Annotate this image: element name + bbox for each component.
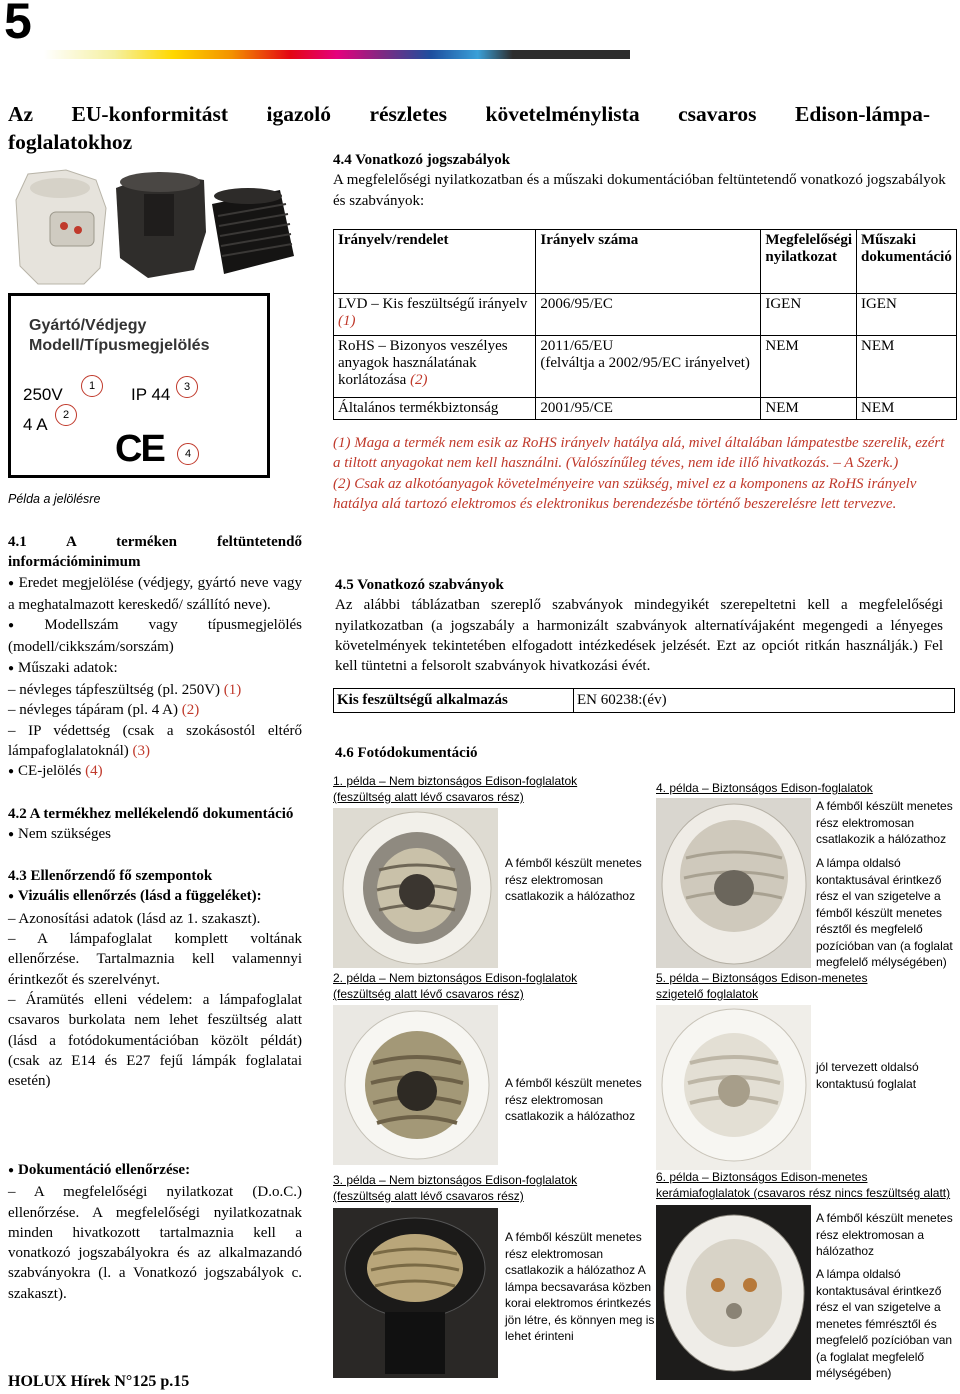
bullet-not-required: ● Nem szükséges <box>8 824 302 846</box>
row-tech: NEM <box>856 336 956 398</box>
photo-3-note: A fémből készült menetes rész elektromosan csatlakozik a hálózathoz A lámpa becsavarása közben korai elektromos érintkezés jön létre, és könnyen meg is lehet érinteni <box>505 1230 655 1343</box>
section-4-2-heading: 4.2 A termékhez mellékelendő dokumentáció <box>8 805 294 822</box>
table-row <box>334 336 957 398</box>
label-marker-4: 4 <box>177 443 199 465</box>
row-number-sub: (felváltja a 2002/95/EC irányelvet) <box>540 355 750 371</box>
ref-3: (3) <box>132 742 151 759</box>
ce-mark-icon: CE <box>115 428 164 470</box>
item-rated-voltage <box>8 680 302 700</box>
label-manufacturer-text: Gyártó/Védjegy <box>29 317 147 334</box>
photo-4-caption: 4. példa – Biztonságos Edison-foglalatok <box>656 781 873 795</box>
table-row <box>334 689 955 713</box>
section-4-6-heading: 4.6 Fotódokumentáció <box>335 745 478 761</box>
photo-1-caption: 1. példa – Nem biztonságos Edison-foglalatok (feszültség alatt lévő csavaros rész) <box>333 774 578 804</box>
page-number: 5 <box>4 0 32 49</box>
section-4-4-intro: A megfelelőségi nyilatkozatban és a műszaki dokumentációban feltüntetendő vonatkozó jogszabályok és szabványok: <box>333 172 946 209</box>
row-directive: Általános termékbiztonság <box>334 398 536 420</box>
row-number: 2001/95/CE <box>536 398 761 420</box>
label-marker-2: 2 <box>55 404 77 426</box>
color-bar-decoration <box>44 50 630 59</box>
photo-3-caption: 3. példa – Nem biztonságos Edison-foglalatok (feszültség alatt lévő csavaros rész) <box>333 1173 578 1203</box>
legislation-header-row <box>334 230 957 294</box>
photo-1-image <box>333 808 498 968</box>
photo-5-caption: 5. példa – Biztonságos Edison-menetes szigetelő foglalatok <box>656 971 868 1001</box>
photo-2-image <box>333 1005 498 1165</box>
bullet-ce-mark <box>8 761 302 783</box>
ref-1: (1) <box>223 682 242 699</box>
label-example-panel <box>8 293 270 478</box>
item-rated-current-text: – névleges tápáram (pl. 4 A) <box>8 702 178 719</box>
label-voltage-text: 250V <box>23 385 63 404</box>
photo-3-image <box>333 1208 498 1378</box>
col-header-directive: Irányelv/rendelet <box>334 230 536 294</box>
section-4-3-heading: 4.3 Ellenőrzendő fő szempontok <box>8 868 213 885</box>
footnote-2: (2) Csak az alkotóanyagok követelményeire van szükség, mivel ez a komponens az RoHS irányelv hatálya alá tartozó elektromos és elektronikus berendezésbe történő beszerelésre lett tervezve. <box>333 475 917 512</box>
row-directive: LVD – Kis feszültségű irányelv <box>338 296 528 312</box>
row-ref: (2) <box>410 372 428 388</box>
footnotes <box>333 433 945 514</box>
photo-1-note: A fémből készült menetes rész elektromosan csatlakozik a hálózathoz <box>505 856 642 903</box>
lampholder-product-photo <box>8 160 298 288</box>
section-4-5-heading: 4.5 Vonatkozó szabványok <box>335 577 504 593</box>
label-marker-1: 1 <box>81 375 103 397</box>
check-identification: – Azonosítási adatok (lásd az 1. szakaszt). <box>8 910 261 927</box>
row-tech: IGEN <box>856 294 956 336</box>
footer-publication: HOLUX Hírek N°125 p.15 <box>8 1373 190 1390</box>
label-marker-3: 3 <box>176 376 198 398</box>
table-row <box>334 294 957 336</box>
standards-scope: Kis feszültségű alkalmazás <box>334 689 574 713</box>
visual-check-heading: ● Vizuális ellenőrzés (lásd a függeléket): <box>8 886 302 908</box>
page-title-line2: foglalatokhoz <box>8 130 133 154</box>
row-number: 2011/65/EU <box>540 338 614 354</box>
col-header-number: Irányelv száma <box>536 230 761 294</box>
section-4-5-text: Az alábbi táblázatban szereplő szabványok mindegyikét szerepeltetni kell a megfelelőségi nyilatkozatban (a jogszabály a harmonizált szabványok alternatívájaként megengedi a lényeges követelmények tekintetében elfogadott intézkedések jelzését. Ezt az opciót ritkán használják.) Fel kell tüntetni a felsorolt szabványok hivatkozási évét. <box>335 597 943 675</box>
bullet-technical-data: ● Műszaki adatok: <box>8 658 302 680</box>
bullet-ce-mark-text: CE-jelölés <box>18 763 82 780</box>
photo-4-image <box>656 798 811 968</box>
photo-2-note: A fémből készült menetes rész elektromosan csatlakozik a hálózathoz <box>505 1076 642 1123</box>
doc-check-block <box>8 1160 302 1304</box>
page-title: Az EU-konformitást igazoló részletes követelménylista csavaros Edison-lámpa- <box>8 102 930 126</box>
label-current-text: 4 A <box>23 415 48 434</box>
ref-2: (2) <box>181 702 200 719</box>
photo-2-caption: 2. példa – Nem biztonságos Edison-foglalatok (feszültség alatt lévő csavaros rész) <box>333 971 578 1001</box>
item-rated-current <box>8 700 302 720</box>
photo-5-image <box>656 1005 811 1170</box>
row-number: 2006/95/EC <box>536 294 761 336</box>
row-tech: NEM <box>856 398 956 420</box>
label-ip-text: IP 44 <box>131 385 171 404</box>
label-model-text: Modell/Típusmegjelölés <box>29 337 210 354</box>
footnote-1: (1) Maga a termék nem esik az RoHS irányelv hatálya alá, mivel általában lámpatestbe szerelik, ezért a tiltott anyagokat nem kell használni. (Valószínűleg téves, nem ide illő hivatkozás. – A Szerk.) <box>333 435 945 472</box>
check-completeness: – A lámpafoglalat komplett voltának ellenőrzése. Tartalmaznia kell valamennyi érintkezőt és szerelvényt. <box>8 931 302 988</box>
row-directive: RoHS – Bizonyos veszélyes anyagok használatának korlátozása <box>338 338 508 388</box>
section-4-1-heading: 4.1 A terméken feltüntetendő információminimum <box>8 534 302 571</box>
row-ref: (1) <box>338 313 356 329</box>
left-column <box>8 532 302 1091</box>
item-ip-rating <box>8 721 302 762</box>
photo-6-note-2: A lámpa oldalsó kontaktusával érintkező rész el van szigetelve a menetes fémrésztől és megfelelő pozícióban van (a foglalat megfelelő mélységében) <box>816 1267 953 1380</box>
check-shock-protection: – Áramütés elleni védelem: a lámpafoglalat csavaros burkolata nem lehet feszültség alatt (lásd a fotódokumentációban közölt példát) (csak az E14 és E27 fejű lámpák foglalatai esetén) <box>8 991 302 1090</box>
standards-table <box>333 688 955 713</box>
bullet-origin: ● Eredet megjelölése (védjegy, gyártó neve vagy a meghatalmazott kereskedő/ szállító neve). <box>8 573 302 616</box>
standards-ref: EN 60238:(év) <box>574 689 955 713</box>
item-rated-voltage-text: – névleges tápfeszültség (pl. 250V) <box>8 682 221 699</box>
section-4-5 <box>335 575 943 676</box>
bullet-model: ● Modellszám vagy típusmegjelölés (modell/cikkszám/sorszám) <box>8 615 302 658</box>
col-header-tech: Műszaki dokumentáció <box>856 230 956 294</box>
section-4-4 <box>333 150 948 211</box>
photo-6-note-1: A fémből készült menetes rész elektromosan a hálózathoz <box>816 1211 953 1258</box>
row-doc: NEM <box>761 398 857 420</box>
photo-4-note-1: A fémből készült menetes rész elektromosan csatlakozik a hálózathoz <box>816 799 953 846</box>
col-header-doc: Megfelelőségi nyilatkozat <box>761 230 857 294</box>
photo-6-caption: 6. példa – Biztonságos Edison-menetes kerámiafoglalatok (csavaros rész nincs feszültség alatt) <box>656 1170 951 1200</box>
section-4-4-heading: 4.4 Vonatkozó jogszabályok <box>333 152 511 168</box>
photo-4-note-2: A lámpa oldalsó kontaktusával érintkező rész el van szigetelve a fémből készült menetes résztől és megfelelő pozícióban van (a foglalat megfelelő mélységében) <box>816 856 953 969</box>
doc-check-heading: ● Dokumentáció ellenőrzése: <box>8 1160 302 1182</box>
row-doc: NEM <box>761 336 857 398</box>
legislation-table <box>333 229 957 420</box>
example-caption: Példa a jelölésre <box>8 492 101 506</box>
photo-5-note: jól tervezett oldalsó kontaktusú foglalat <box>816 1060 919 1091</box>
row-doc: IGEN <box>761 294 857 336</box>
doc-check-text: – A megfelelőségi nyilatkozat (D.o.C.) ellenőrzése. A megfelelőségi nyilatkozatnak minden hivatkozott tartalmaznia kell a vonatkozó jogszabályokra és az alkalmazandó szabványokra (l. a Vonatkozó jogszabályok c. szakaszt). <box>8 1184 302 1302</box>
ref-4: (4) <box>85 763 103 780</box>
item-ip-rating-text: – IP védettség (csak a szokásostól eltérő lámpafoglalatoknál) <box>8 722 302 759</box>
photo-6-image <box>656 1205 811 1380</box>
table-row <box>334 398 957 420</box>
